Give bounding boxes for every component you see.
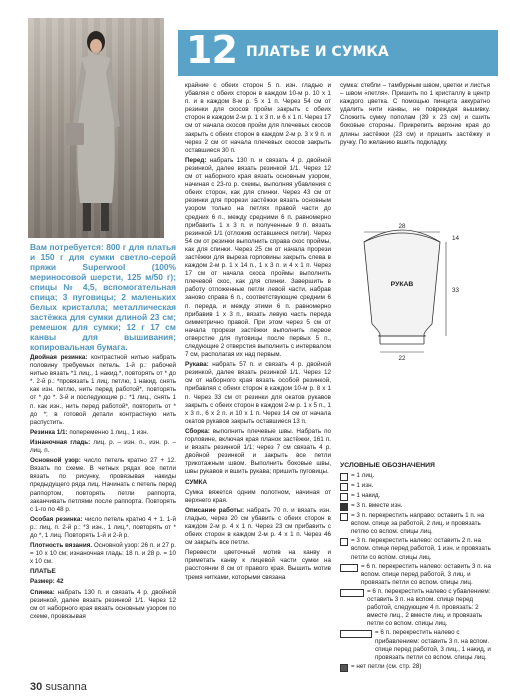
paragraph [185, 549, 331, 581]
pattern-number: 12 [186, 28, 237, 72]
stitch-symbol-icon [340, 473, 348, 481]
paragraph-text: набрать 130 п. и связать 4 р. двойной резинкой, далее вязать резинкой 1/1. Через 12 см от наборного края вязать основным узором по схеме, провязывая [30, 588, 177, 620]
paragraph [185, 361, 331, 426]
paragraph [185, 507, 331, 547]
paragraph [30, 354, 176, 427]
stitch-symbol-icon [340, 513, 348, 521]
legend-item [340, 588, 492, 628]
instructions-body [185, 82, 331, 582]
width-top-label: 28 [398, 223, 406, 230]
column-left [30, 242, 176, 623]
magazine-brand: susanna [45, 681, 87, 693]
paragraph-text: попеременно 1 лиц., 1 изн. [69, 428, 149, 436]
page-number: 30 [30, 681, 43, 693]
model-figure [66, 28, 126, 233]
materials-text: Вам потребуется: 800 г для платья и 150 г для сумки светло-серой пряжи Superwool (100% мериносовой шерсти, 125 м/50 г); спицы № 4,5, вспомогательная спица; 3 пуговицы; 2 маленьких белых кристалла; металлическая застёжка для сумки длиной 23 см; ремешок для сумки; 12 г 17 см канвы для вышивания; копировальная бумага. [30, 242, 176, 352]
paragraph [185, 82, 331, 155]
paragraph [30, 578, 176, 586]
legend-item [340, 537, 492, 561]
paragraph [185, 157, 331, 359]
paragraph-text: набрать 130 п. и связать 4 р. двойной резинкой, далее вязать резинкой 1/1. Через 12 см от наборного края вязать основным узором, начиная с 23-го р. схемы, выполняя убавления с обеих сторон, как для спинки. Через 43 см от резинки для прорези застёжки вязать основным узором только на петлях правой части до средних 6 п., между средними 6 п. равномерно прибавить 1 х 3 п. и полученные 9 п. вязать резинкой 1/1 (отложив оставшиеся петли). Через 54 см от резинки выполнить справа скос проймы, как для спинки. Через 25 см от начала прорези застёжки для выреза горловины закрыть слева в каждом 2-м р. 1 х 14 п., 1 х 3 п. и 4 х 1 п. Через 17 см от начала скоса проймы выполнить плечевой скос, как для спинки. Завершить в работу отложенные петли левой части, набрав заново справа 6 п., соответствующие средним 6 п. переда, и между этими 6 п. равномерно прибавив 1 х 3 п., вязать левую часть переда симметрично правой. При этом через 5 см от начала прорези застёжки выполнить первое отверстие для пуговицы после первых 5 п., следующие 2 отверстия выполнить с интервалом 7 см, располагая их над первым. [185, 156, 331, 359]
paragraph-label: Изнаночная гладь: [30, 438, 91, 446]
legend-text: = 1 накид. [351, 492, 381, 500]
paragraph-text: набрать 70 п. и вязать изн. гладью, через 20 см убавить с обеих сторон в каждом 2-м р. 4 х 1 п. Через 23 см прибавить с обеих сторон в каждом 2-м р. 4 х 1 п. Через 46 см закрыть все петли. [185, 506, 331, 547]
paragraph-text: сумка: стебли – тамбурным швом, цветки и листья – швом «петля». Пришить по 1 кристаллу в центр каждого цветка. С помощью пинцета аккуратно удалить нити канвы, не повреждая вышивку. Сложить сумку пополам (39 х 23 см) и сшить боковые стороны. Прикрепить верхние края до длины застёжки (23 см) и пришить застёжку и ручку. По желанию вшить подкладку. [340, 82, 490, 146]
paragraph [30, 568, 176, 576]
paragraph-text: число петель кратно 27 + 12. Вязать по схеме. В четных рядах все петли вязать по рисунку, провязывая накиды предыдущего ряда лиц. Начинать с петель перед раппортом, повторять петли раппорта, заканчивать петлями после раппорта. Повторять с 1-го по 48 р. [30, 457, 177, 513]
legend-text: = 1 изн. [351, 482, 374, 490]
paragraph-text: Перевести цветочный мотив на канву и приметать канву к лицевой части сумки на расстоянии 8 см от правого края. Вышить мотив тремя нитками, которыми связана [185, 549, 331, 581]
paragraph-label: Спинка: [30, 588, 55, 596]
paragraph [30, 516, 176, 540]
stitch-symbol-icon [340, 483, 348, 491]
paragraph-label: Двойная резинка: [30, 354, 88, 361]
legend-item [340, 563, 492, 587]
paragraph-label: Резинка 1/1: [30, 428, 68, 436]
instructions-body [340, 82, 490, 147]
paragraph [30, 589, 176, 621]
paragraph-text: контрастной нитью набрать половину требуемых петель. 1-й р.: рабочей нитью вязать *1 лиц., 1 накид.*, повторять от * до *. 2-й р.: *провязать 1 лиц. петлю, 1 накид. снять как изн. петлю, нить перед работой*, повторять от * до *. 3-й и последующие р.: *1 лиц., снять 1 п. как изн., нить перед работой*, повторить от * до *; в готовой детали контрастную нить распустить. [30, 354, 177, 426]
paragraph-label: Особая резинка: [30, 515, 83, 523]
stitch-symbol-icon [340, 503, 348, 511]
legend-item [340, 629, 492, 661]
column-middle [185, 82, 331, 584]
pattern-title: ПЛАТЬЕ И СУМКА [246, 44, 389, 60]
legend-text: = 3 п. перекрестить направо: оставить 1 п. на вспом. спице за работой, 2 лиц. и провязать петлю со вспом. спицы лиц. [351, 512, 485, 536]
model-photo [28, 18, 164, 238]
paragraph-text: лиц. р. – изн. п., изн. р. – лиц. п. [30, 438, 176, 455]
paragraph [340, 82, 490, 147]
paragraph-text: выполнить плечевые швы. Набрать по горловине, включая края планок застёжки, 161 п. и вязать резинкой 1/1; через 7 см связать 4 р. двойной резинкой и закрыть все петли трикотажным швом. Выполнить боковые швы, швы рукавов и вшить рукава; пришить пуговицы. [185, 427, 332, 476]
legend-text: = 1 лиц. [351, 472, 375, 480]
legend-item [340, 512, 492, 536]
paragraph-label: Размер: 42 [30, 578, 64, 586]
paragraph [30, 439, 176, 455]
stitch-symbol-icon [340, 538, 348, 546]
legend-list [340, 472, 492, 672]
stitch-symbol-icon [340, 664, 348, 672]
instructions-body [30, 354, 176, 621]
legend-item [340, 663, 492, 672]
legend-text: = 3 п. вместе изн. [351, 502, 403, 510]
sleeve-diagram [340, 218, 500, 438]
sleeve-label: РУКАВ [390, 281, 414, 288]
paragraph-text: число петель кратно 4 + 1. 1-й р.: лиц. п. 2-й р.: *3 изн., 1 лиц.*, повторять от * до *, 1 лиц. Повторять 1-й и 2-й р. [30, 515, 176, 539]
stitch-symbol-icon [340, 630, 372, 638]
paragraph [30, 457, 176, 514]
legend-text: = нет петли (см. стр. 28) [351, 662, 422, 670]
paragraph-text: набрать 57 п. и связать 4 р. двойной резинкой, далее вязать резинкой 1/1. Через 12 см от наборного края вязать особой резинкой, прибавляя с обеих сторон в каждом 10-м р. 8 х 1 п. Через 33 см от резинки для окатов рукавов закрыть с обеих сторон в каждом 2-м р. 1 х 5 п., 1 х 3 п., 6 х 2 п. и 10 х 1 п. Через 14 см от начала окатов рукавов закрыть оставшиеся 13 п. [185, 361, 331, 425]
paragraph-label: Плотность вязания. [30, 542, 93, 550]
stitch-symbol-icon [340, 493, 348, 501]
cap-label: 14 [452, 235, 460, 242]
stitch-symbol-icon [340, 564, 358, 572]
paragraph-label: ПЛАТЬЕ [30, 568, 56, 576]
legend-item [340, 492, 492, 501]
width-bottom-label: 22 [398, 355, 406, 362]
legend-text: = 3 п. перекрестить налево: оставить 2 п. на вспом. спице перед работой, 1 изн. и провязать петли со вспом. спицы лиц. [351, 537, 491, 561]
paragraph [30, 429, 176, 437]
paragraph-label: Перед: [185, 156, 207, 164]
paragraph [30, 542, 176, 566]
paragraph [185, 489, 331, 505]
paragraph-text: Сумка вяжется одним полотном, начиная от верхнего края. [185, 488, 331, 504]
column-right [340, 82, 490, 149]
legend-item [340, 502, 492, 511]
paragraph-label: Основной узор: [30, 457, 81, 465]
paragraph-label: СУМКА [185, 478, 208, 486]
paragraph-text: крайние с обеих сторон 5 п. изн. гладью и убавляя с обеих сторон в каждом 10-м р. 10 х 1 п. и в каждом 8-м р. 5 х 1 п. Через 54 см от резинки для скосов пройм закрыть с обеих сторон в каждом 2-м р. 1 х 3 п. и 6 х 1 п. Через 17 см от начала скосов пройм для плечевых скосов закрыть с обеих сторон в каждом 2-м р. 3 х 9 п. и через 2 см от начала плечевых скосов закрыть оставшиеся 30 п. [185, 82, 331, 154]
legend-text: = 6 п. перекрестить налево: оставить 3 п. на вспом. спице перед работой, 3 лиц. и провязать петли со вспом. спицы лиц. [361, 562, 492, 586]
legend-text: = 6 п. перекрестить налево с прибавлением: оставить 3 п. на вспом. спице перед работой, 3 лиц., 1 накид, и провязать петли со вспом. спицы лиц. [375, 629, 491, 661]
page-footer [30, 681, 87, 693]
paragraph-label: Рукава: [185, 361, 209, 369]
legend-item [340, 482, 492, 491]
legend [340, 462, 492, 673]
height-label: 33 [452, 287, 460, 294]
legend-item [340, 472, 492, 481]
legend-title: УСЛОВНЫЕ ОБОЗНАЧЕНИЯ [340, 462, 435, 469]
legend-text: = 6 п. перекрестить налево с убавлением: оставить 3 п. на вспом. спице перед работой, следующие 4 п. провязать: 2 вместе лиц., 2 вместе лиц. и провязать петли со вспом. спицы лиц. [367, 587, 491, 628]
stitch-symbol-icon [340, 589, 364, 597]
paragraph-label: Описание работы: [185, 506, 245, 514]
paragraph-label: Сборка: [185, 427, 210, 435]
paragraph [185, 479, 331, 487]
paragraph-text: Основной узор: 26 п. и 27 р. = 10 х 10 см; изнаночная гладь: 18 п. и 28 р. = 10 х 10 см. [30, 542, 176, 566]
paragraph [185, 428, 331, 477]
